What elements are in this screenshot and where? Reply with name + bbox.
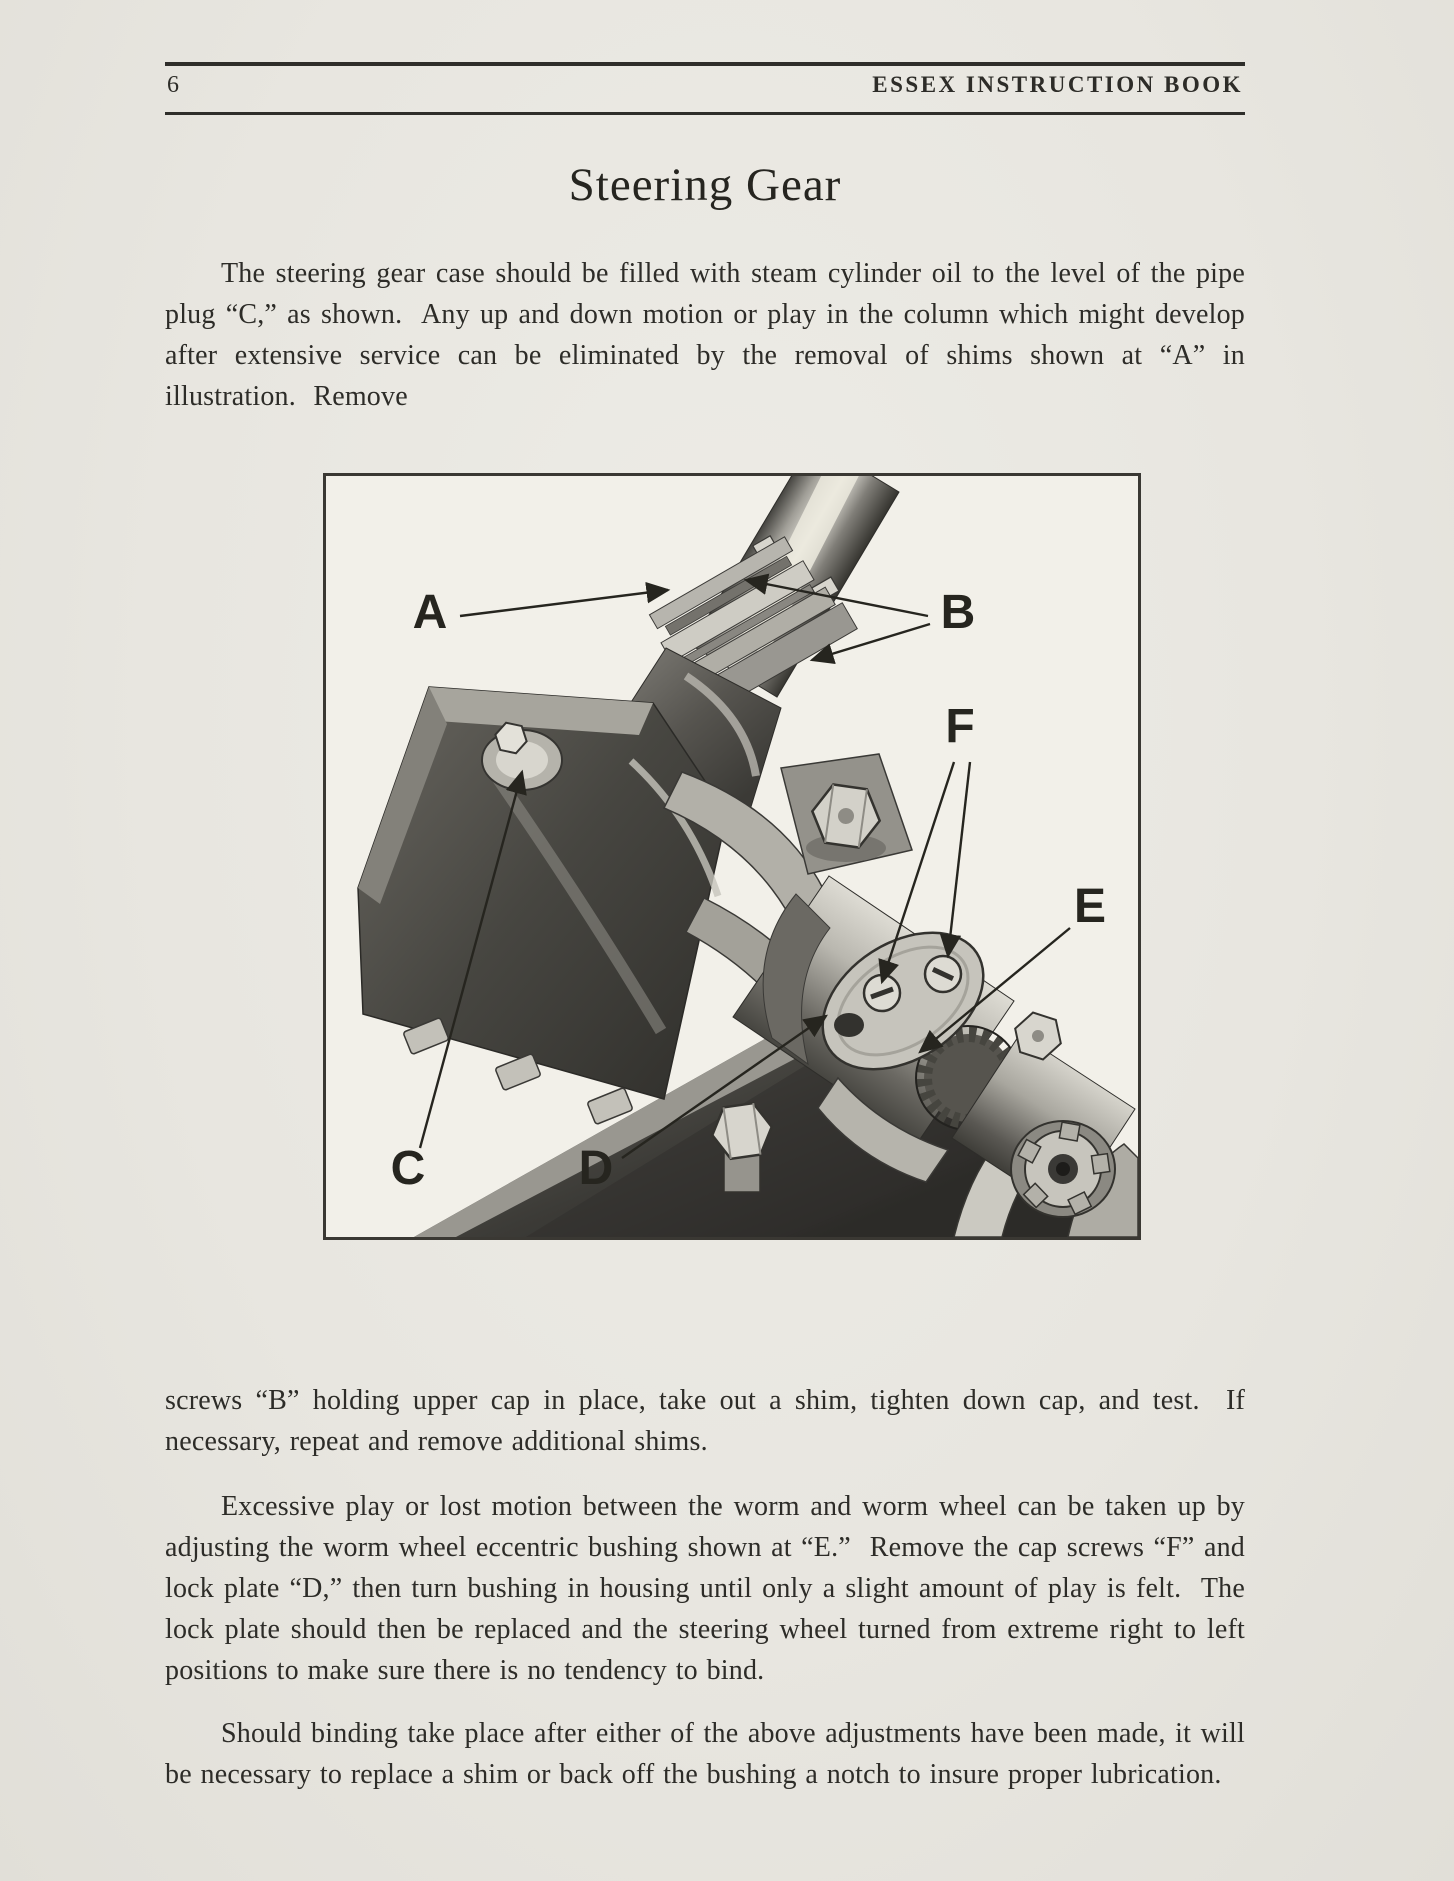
steering-gear-figure [323, 473, 1141, 1240]
paragraph-3: Excessive play or lost motion between the worm and worm wheel can be taken up by adjusting the worm wheel eccentric bushing shown at “E.” Remove the cap screws “F” and lock plate “D,” then turn bushing in housing until only a slight amount of play is felt. The lock plate should then be replaced and the steering wheel turned from extreme right to left positions to make sure there is no tendency to bind. [165, 1491, 1254, 1686]
header-row [165, 66, 1245, 112]
page-title: Steering Gear [568, 159, 842, 211]
paragraph-4: Should binding take place after either of the above adjustments have been made, it will be necessary to replace a shim or back off the bushing a notch to insure proper lubrication. [165, 1718, 1254, 1790]
book-title: ESSEX INSTRUCTION BOOK [872, 72, 1243, 97]
figure-label-F: F [945, 700, 975, 753]
paragraph-1: The steering gear case should be filled with steam cylinder oil to the level of the pipe plug “C,” as shown. Any up and down motion or play in the column which might develop after extensive service can be eliminated by the removal of shims shown at “A” in illustration. Remove [165, 258, 1254, 412]
steering-gear-illustration [326, 476, 1138, 1237]
figure-label-D: D [578, 1142, 614, 1195]
header-rule-bottom [165, 112, 1245, 115]
figure-label-E: E [1073, 880, 1107, 933]
figure-label-C: C [390, 1142, 426, 1195]
paragraph-2: screws “B” holding upper cap in place, take out a shim, tighten down cap, and test. If necessary, repeat and remove additional shims. [165, 1385, 1254, 1457]
cap-screw [925, 956, 961, 992]
page-number: 6 [167, 72, 179, 98]
figure-label-B: B [940, 586, 976, 639]
page-content [165, 0, 1254, 1795]
figure-label-A: A [412, 586, 448, 639]
running-head [165, 62, 1245, 115]
